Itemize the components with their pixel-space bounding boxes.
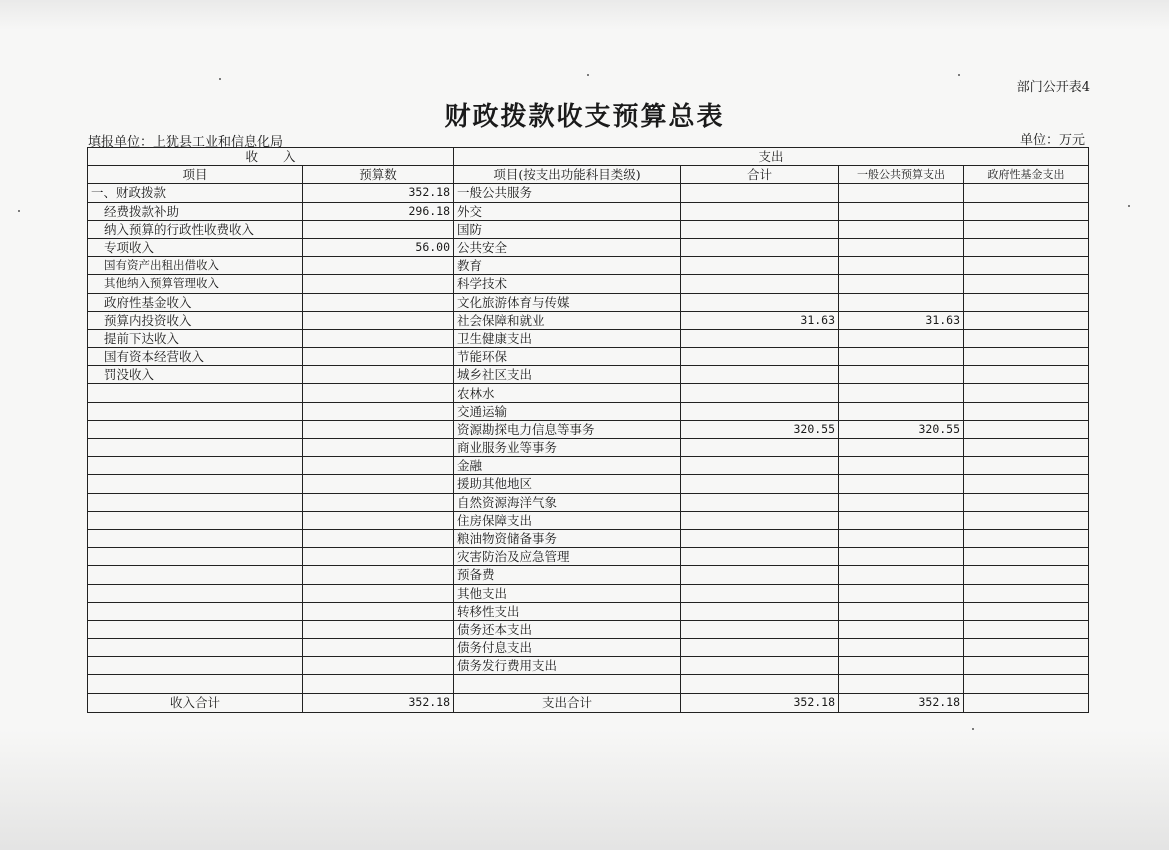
expense-fund-cell	[964, 493, 1089, 511]
income-amount-cell	[303, 329, 454, 347]
expense-item-cell: 金融	[454, 457, 681, 475]
expense-item-cell: 节能环保	[454, 348, 681, 366]
expense-general-cell	[839, 457, 964, 475]
expense-item-cell: 卫生健康支出	[454, 329, 681, 347]
income-amount-cell	[303, 348, 454, 366]
income-amount-cell	[303, 420, 454, 438]
income-item-cell	[88, 675, 303, 693]
table-row	[88, 202, 1089, 220]
income-amount-cell	[303, 293, 454, 311]
table-row	[88, 584, 1089, 602]
totals-row	[88, 693, 1089, 712]
expense-item-cell: 农林水	[454, 384, 681, 402]
expense-fund-cell	[964, 639, 1089, 657]
income-item-cell: 罚没收入	[88, 366, 303, 384]
income-amount-cell	[303, 439, 454, 457]
expense-item-cell: 转移性支出	[454, 602, 681, 620]
table-row	[88, 220, 1089, 238]
column-header-row	[88, 166, 1089, 184]
income-item-cell: 政府性基金收入	[88, 293, 303, 311]
expense-fund-cell	[964, 220, 1089, 238]
expense-general-cell: 31.63	[839, 311, 964, 329]
expense-group-header: 支出	[454, 148, 1089, 166]
income-item-cell	[88, 602, 303, 620]
expense-fund-cell	[964, 657, 1089, 675]
expense-general-cell	[839, 602, 964, 620]
expense-item-cell: 住房保障支出	[454, 511, 681, 529]
expense-fund-cell	[964, 566, 1089, 584]
income-amount-cell	[303, 675, 454, 693]
expense-item-cell: 城乡社区支出	[454, 366, 681, 384]
income-item-cell: 其他纳入预算管理收入	[88, 275, 303, 293]
income-amount-cell	[303, 584, 454, 602]
income-item-cell	[88, 620, 303, 638]
income-item-cell: 一、财政拨款	[88, 184, 303, 202]
income-amount-header: 预算数	[303, 166, 454, 184]
income-amount-cell	[303, 529, 454, 547]
expense-item-cell: 文化旅游体育与传媒	[454, 293, 681, 311]
expense-fund-cell	[964, 420, 1089, 438]
expense-total-cell	[681, 529, 839, 547]
page-title: 财政拨款收支预算总表	[444, 102, 725, 132]
expense-general-cell	[839, 257, 964, 275]
expense-general-cell	[839, 584, 964, 602]
expense-total-cell	[681, 220, 839, 238]
expense-general-cell	[839, 566, 964, 584]
expense-total-cell	[681, 439, 839, 457]
expense-general-cell	[839, 511, 964, 529]
expense-fund-cell	[964, 475, 1089, 493]
income-item-cell: 国有资产出租出借收入	[88, 257, 303, 275]
income-amount-cell	[303, 384, 454, 402]
income-item-cell	[88, 548, 303, 566]
income-amount-cell	[303, 620, 454, 638]
income-item-cell	[88, 529, 303, 547]
scan-top-shade	[0, 0, 1169, 30]
scan-speck	[18, 210, 20, 212]
expense-total-cell	[681, 584, 839, 602]
expense-fund-cell	[964, 311, 1089, 329]
income-amount-cell	[303, 511, 454, 529]
expense-total-cell: 31.63	[681, 311, 839, 329]
expense-total-cell	[681, 675, 839, 693]
expense-general-cell: 320.55	[839, 420, 964, 438]
table-row	[88, 602, 1089, 620]
expense-total-cell	[681, 238, 839, 256]
income-item-cell: 国有资本经营收入	[88, 348, 303, 366]
table-row	[88, 257, 1089, 275]
table-row	[88, 493, 1089, 511]
expense-fund-total	[964, 693, 1089, 712]
scan-speck	[958, 74, 960, 76]
table-row	[88, 566, 1089, 584]
expense-general-cell	[839, 493, 964, 511]
expense-general-cell	[839, 220, 964, 238]
expense-fund-cell	[964, 293, 1089, 311]
expense-general-header: 一般公共预算支出	[839, 166, 964, 184]
expense-item-cell: 资源勘探电力信息等事务	[454, 420, 681, 438]
expense-fund-cell	[964, 384, 1089, 402]
expense-fund-cell	[964, 548, 1089, 566]
table-row	[88, 657, 1089, 675]
expense-item-cell: 债务发行费用支出	[454, 657, 681, 675]
income-amount-cell: 296.18	[303, 202, 454, 220]
expense-total-cell	[681, 493, 839, 511]
expense-fund-cell	[964, 620, 1089, 638]
expense-general-cell	[839, 293, 964, 311]
table-row	[88, 439, 1089, 457]
income-amount-cell	[303, 257, 454, 275]
expense-fund-cell	[964, 202, 1089, 220]
income-amount-cell	[303, 566, 454, 584]
expense-item-cell: 科学技术	[454, 275, 681, 293]
expense-general-cell	[839, 329, 964, 347]
income-amount-cell	[303, 402, 454, 420]
income-item-header: 项目	[88, 166, 303, 184]
expense-item-cell: 粮油物资储备事务	[454, 529, 681, 547]
expense-total-cell	[681, 657, 839, 675]
expense-general-cell	[839, 402, 964, 420]
table-row	[88, 366, 1089, 384]
expense-item-cell: 其他支出	[454, 584, 681, 602]
expense-total-cell	[681, 257, 839, 275]
income-amount-cell	[303, 548, 454, 566]
expense-general-cell	[839, 620, 964, 638]
income-amount-cell: 56.00	[303, 238, 454, 256]
income-item-cell	[88, 566, 303, 584]
scan-speck	[972, 728, 974, 730]
budget-table	[87, 147, 1089, 713]
expense-item-cell: 教育	[454, 257, 681, 275]
expense-total-amount: 352.18	[681, 693, 839, 712]
expense-item-cell: 商业服务业等事务	[454, 439, 681, 457]
expense-general-cell	[839, 675, 964, 693]
expense-general-cell	[839, 475, 964, 493]
unit-label: 单位：万元	[1019, 133, 1085, 148]
income-item-cell: 经费拨款补助	[88, 202, 303, 220]
scan-speck	[219, 78, 221, 80]
expense-fund-cell	[964, 439, 1089, 457]
scan-speck	[1128, 205, 1130, 207]
table-row	[88, 238, 1089, 256]
expense-fund-cell	[964, 257, 1089, 275]
group-header-row	[88, 148, 1089, 166]
income-item-cell	[88, 384, 303, 402]
table-row	[88, 293, 1089, 311]
expense-item-header: 项目(按支出功能科目类级)	[454, 166, 681, 184]
expense-fund-cell	[964, 511, 1089, 529]
income-item-cell: 预算内投资收入	[88, 311, 303, 329]
expense-item-cell: 外交	[454, 202, 681, 220]
income-total-amount: 352.18	[303, 693, 454, 712]
income-item-cell: 纳入预算的行政性收费收入	[88, 220, 303, 238]
expense-total-cell	[681, 348, 839, 366]
income-amount-cell	[303, 475, 454, 493]
expense-total-cell	[681, 511, 839, 529]
income-item-cell	[88, 511, 303, 529]
expense-item-cell: 国防	[454, 220, 681, 238]
table-row	[88, 329, 1089, 347]
income-amount-cell	[303, 657, 454, 675]
table-row	[88, 475, 1089, 493]
expense-fund-cell	[964, 529, 1089, 547]
expense-general-total: 352.18	[839, 693, 964, 712]
expense-general-cell	[839, 184, 964, 202]
expense-total-cell	[681, 639, 839, 657]
expense-fund-cell	[964, 675, 1089, 693]
expense-item-cell: 援助其他地区	[454, 475, 681, 493]
income-item-cell: 专项收入	[88, 238, 303, 256]
expense-total-label: 支出合计	[454, 693, 681, 712]
income-amount-cell	[303, 457, 454, 475]
income-amount-cell	[303, 311, 454, 329]
expense-fund-cell	[964, 457, 1089, 475]
table-row	[88, 675, 1089, 693]
table-row	[88, 402, 1089, 420]
income-item-cell	[88, 493, 303, 511]
expense-total-cell	[681, 457, 839, 475]
expense-total-cell	[681, 293, 839, 311]
expense-general-cell	[839, 275, 964, 293]
expense-general-cell	[839, 366, 964, 384]
table-row	[88, 275, 1089, 293]
expense-fund-cell	[964, 348, 1089, 366]
expense-item-cell: 公共安全	[454, 238, 681, 256]
expense-fund-cell	[964, 238, 1089, 256]
income-item-cell	[88, 457, 303, 475]
table-row	[88, 311, 1089, 329]
table-row	[88, 457, 1089, 475]
expense-fund-cell	[964, 584, 1089, 602]
income-amount-cell	[303, 639, 454, 657]
table-row	[88, 511, 1089, 529]
income-amount-cell	[303, 275, 454, 293]
expense-total-cell	[681, 202, 839, 220]
form-id: 部门公开表4	[1016, 80, 1090, 95]
table-row	[88, 548, 1089, 566]
expense-general-cell	[839, 439, 964, 457]
expense-general-cell	[839, 548, 964, 566]
expense-item-cell: 社会保障和就业	[454, 311, 681, 329]
table-row	[88, 384, 1089, 402]
income-item-cell	[88, 657, 303, 675]
income-amount-cell	[303, 602, 454, 620]
table-row	[88, 420, 1089, 438]
income-item-cell	[88, 420, 303, 438]
expense-general-cell	[839, 529, 964, 547]
expense-total-cell	[681, 184, 839, 202]
expense-total-cell	[681, 548, 839, 566]
income-total-label: 收入合计	[88, 693, 303, 712]
expense-item-cell: 自然资源海洋气象	[454, 493, 681, 511]
income-item-cell	[88, 584, 303, 602]
expense-item-cell: 预备费	[454, 566, 681, 584]
expense-fund-header: 政府性基金支出	[964, 166, 1089, 184]
expense-total-cell	[681, 566, 839, 584]
income-group-header: 收 入	[88, 148, 454, 166]
income-item-cell	[88, 475, 303, 493]
expense-total-cell: 320.55	[681, 420, 839, 438]
income-item-cell: 提前下达收入	[88, 329, 303, 347]
expense-general-cell	[839, 639, 964, 657]
expense-fund-cell	[964, 366, 1089, 384]
income-item-cell	[88, 639, 303, 657]
expense-fund-cell	[964, 402, 1089, 420]
reporting-unit: 填报单位：上犹县工业和信息化局	[88, 135, 284, 150]
table-row	[88, 529, 1089, 547]
expense-general-cell	[839, 657, 964, 675]
expense-total-cell	[681, 384, 839, 402]
income-amount-cell	[303, 366, 454, 384]
expense-total-cell	[681, 329, 839, 347]
income-item-cell	[88, 439, 303, 457]
expense-total-cell	[681, 402, 839, 420]
table-row	[88, 620, 1089, 638]
expense-fund-cell	[964, 184, 1089, 202]
table-row	[88, 184, 1089, 202]
expense-total-cell	[681, 275, 839, 293]
expense-item-cell: 灾害防治及应急管理	[454, 548, 681, 566]
income-amount-cell: 352.18	[303, 184, 454, 202]
expense-total-cell	[681, 620, 839, 638]
expense-item-cell: 交通运输	[454, 402, 681, 420]
scan-speck	[587, 74, 589, 76]
expense-item-cell: 债务还本支出	[454, 620, 681, 638]
expense-total-cell	[681, 475, 839, 493]
expense-general-cell	[839, 348, 964, 366]
table-row	[88, 639, 1089, 657]
expense-general-cell	[839, 238, 964, 256]
expense-general-cell	[839, 384, 964, 402]
expense-item-cell: 债务付息支出	[454, 639, 681, 657]
income-item-cell	[88, 402, 303, 420]
expense-fund-cell	[964, 602, 1089, 620]
expense-total-header: 合计	[681, 166, 839, 184]
expense-total-cell	[681, 602, 839, 620]
expense-item-cell: 一般公共服务	[454, 184, 681, 202]
expense-fund-cell	[964, 329, 1089, 347]
expense-general-cell	[839, 202, 964, 220]
income-amount-cell	[303, 493, 454, 511]
expense-fund-cell	[964, 275, 1089, 293]
expense-item-cell	[454, 675, 681, 693]
scan-bottom-shade	[0, 730, 1169, 850]
table-row	[88, 348, 1089, 366]
expense-total-cell	[681, 366, 839, 384]
income-amount-cell	[303, 220, 454, 238]
